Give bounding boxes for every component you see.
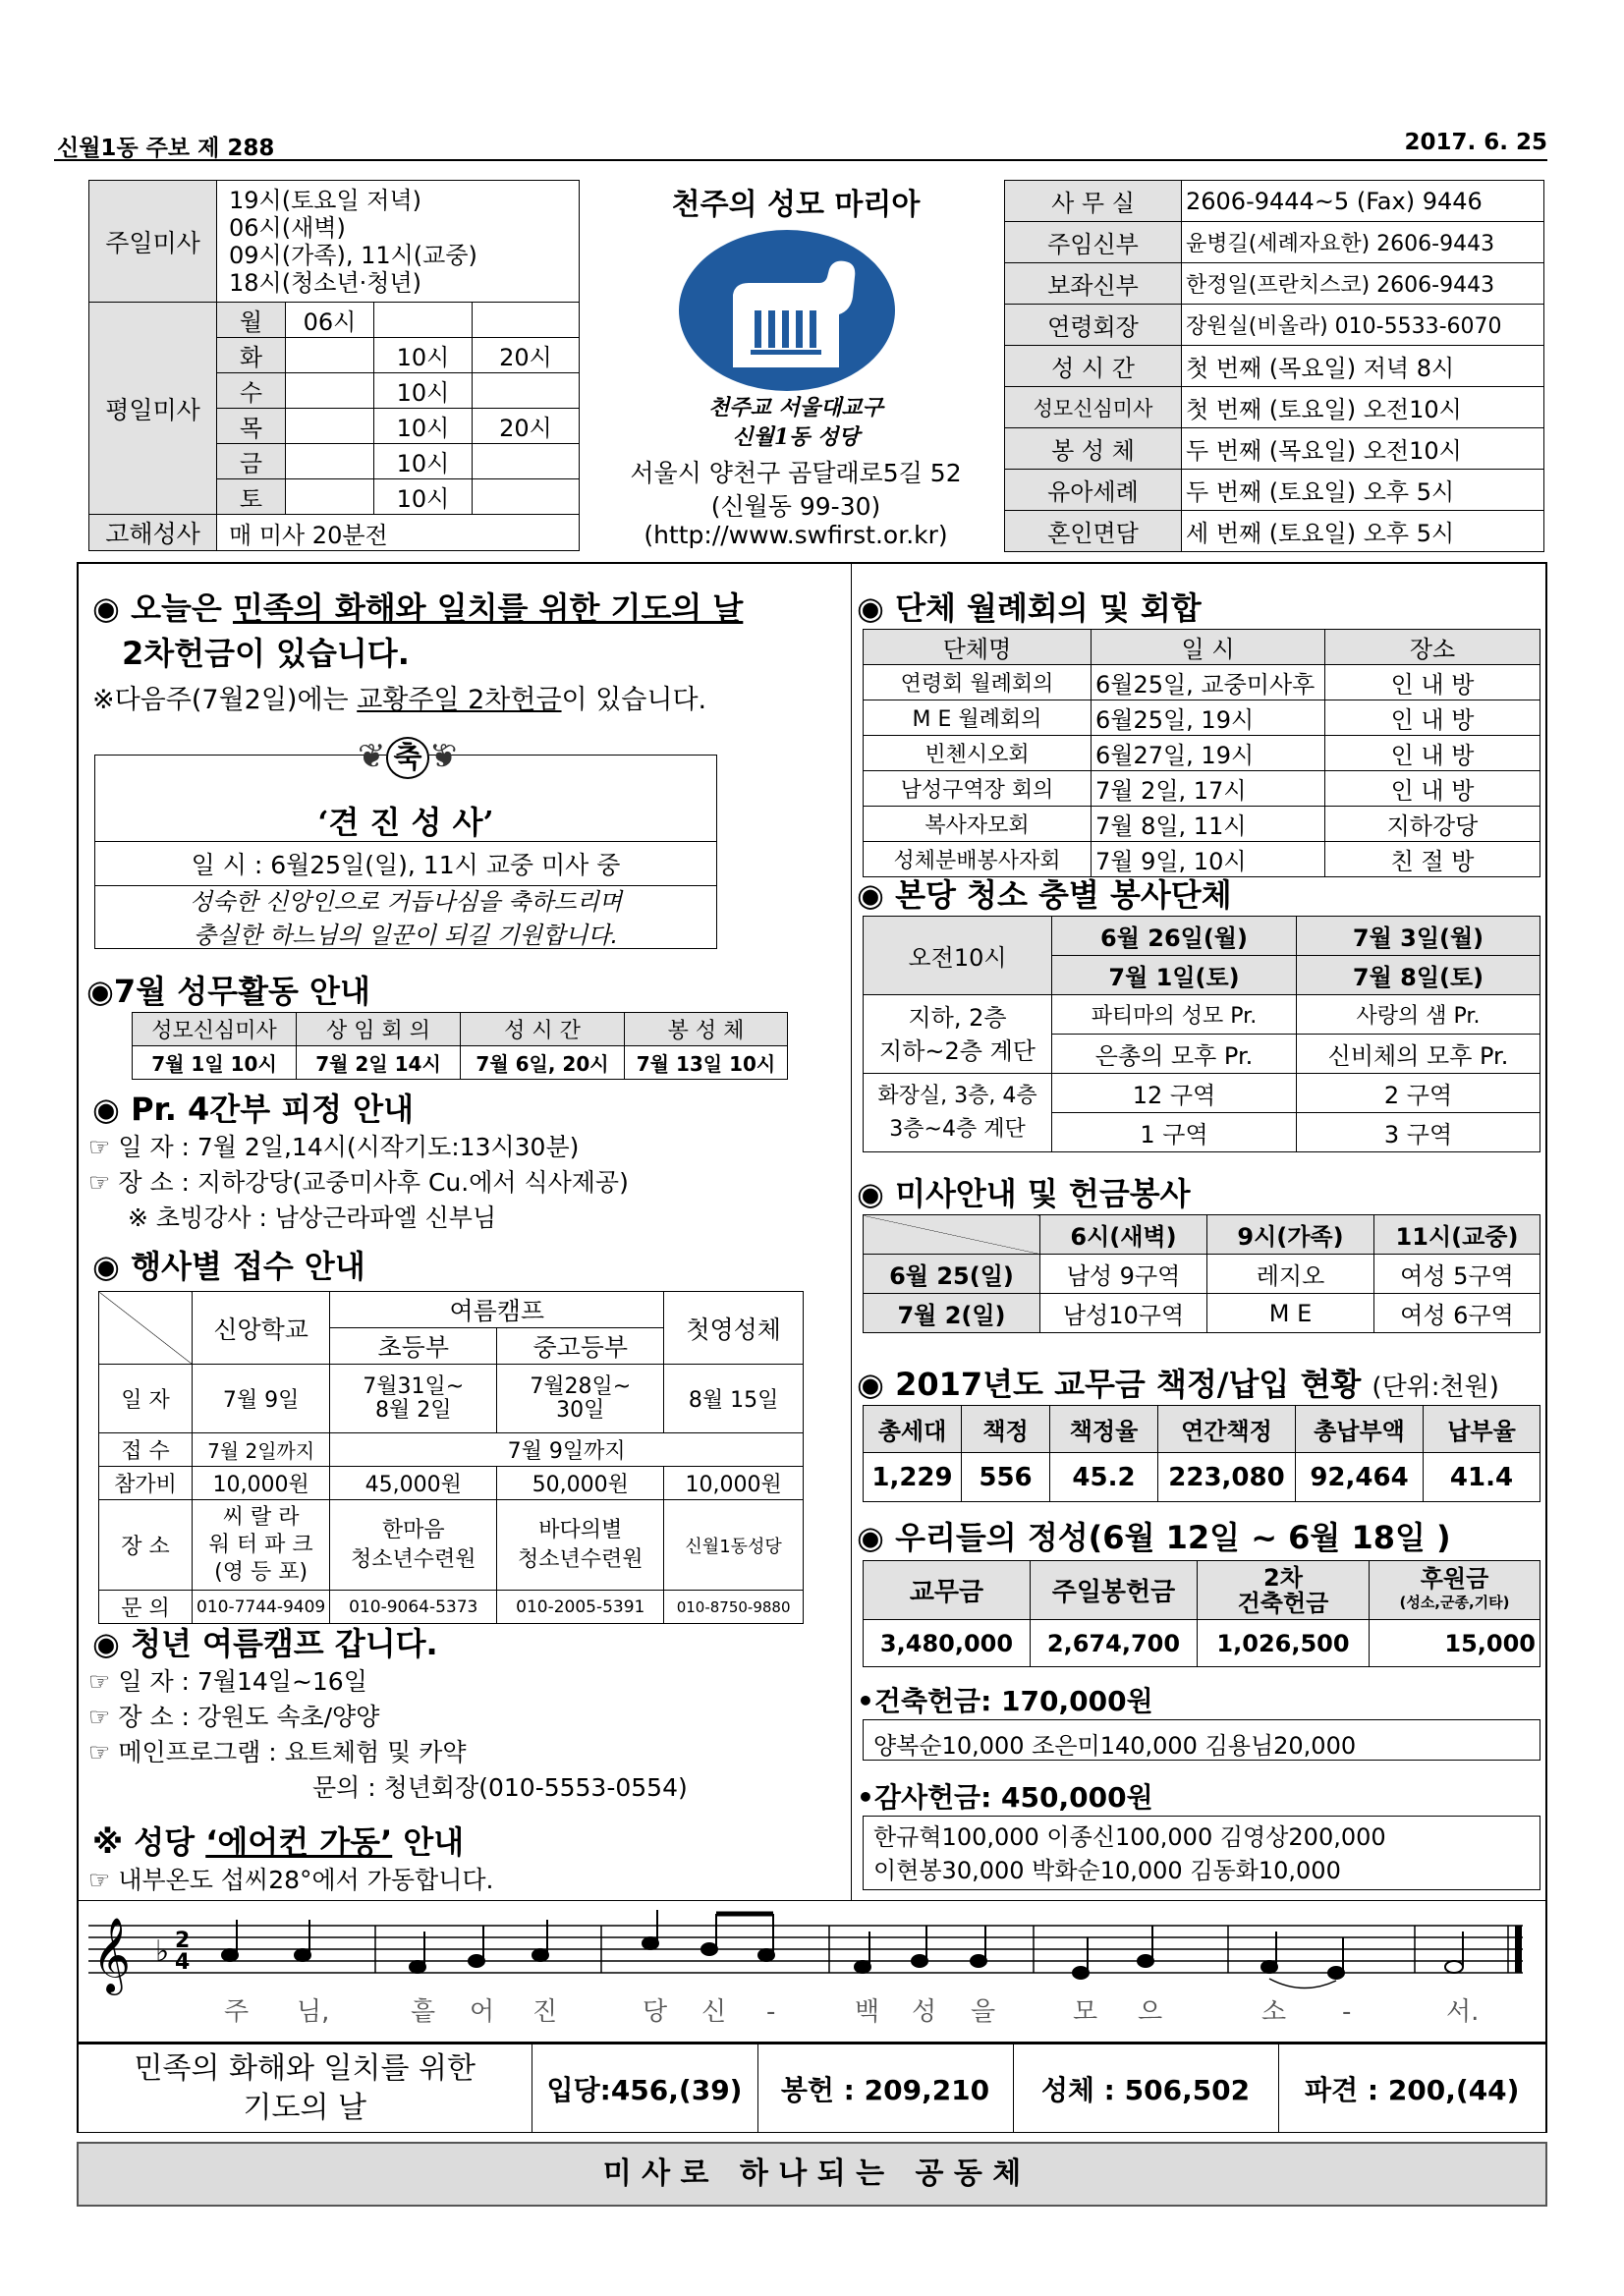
time-signature-bottom: 4 bbox=[175, 1950, 191, 1975]
cleaning-group: 2 구역 bbox=[1297, 1074, 1540, 1113]
weekday-time: 20시 bbox=[473, 338, 580, 373]
lyric-syllable: 모 bbox=[1073, 1997, 1098, 2027]
notice-line-2: 2차헌금이 있습니다. bbox=[122, 635, 410, 672]
notice-line-1: ◉ 오늘은 민족의 화해와 일치를 위한 기도의 날 bbox=[92, 589, 744, 627]
cleaning-title: ◉ 본당 청소 충별 봉사단체 bbox=[857, 876, 1232, 914]
cleaning-date: 7월 8일(토) bbox=[1297, 956, 1540, 995]
meeting-group: 복사자모회 bbox=[864, 807, 1092, 842]
footer-stats bbox=[77, 2044, 1547, 2133]
weekday-time bbox=[473, 303, 580, 338]
badge-label: 축 bbox=[386, 737, 430, 779]
header-rule bbox=[54, 159, 1547, 161]
lyric-syllable: 흩 bbox=[411, 1997, 436, 2027]
events-col-header: 신앙학교 bbox=[193, 1292, 330, 1365]
events-table bbox=[98, 1291, 804, 1624]
weekday-day: 화 bbox=[217, 338, 286, 373]
youth-camp-contact: 문의 : 청년회장(010-5553-0554) bbox=[312, 1773, 688, 1802]
sunday-mass-line: 18시(청소년·청년) bbox=[229, 268, 421, 297]
meetings-header: 일 시 bbox=[1092, 630, 1325, 665]
sunday-mass-line: 09시(가족), 11시(교중) bbox=[229, 241, 477, 269]
meeting-time: 6월25일, 교중미사후 bbox=[1092, 665, 1325, 700]
weekday-day: 월 bbox=[217, 303, 286, 338]
weekday-time bbox=[286, 338, 374, 373]
events-cell: 010-8750-9880 bbox=[664, 1591, 804, 1624]
offering-value: 1,026,500 bbox=[1198, 1620, 1370, 1667]
lyric-syllable: - bbox=[1342, 1997, 1352, 2027]
calligraphy-line: 신월1동 성당 bbox=[732, 424, 860, 450]
contact-label: 주임신부 bbox=[1005, 222, 1182, 263]
meeting-place: 지하강당 bbox=[1325, 807, 1540, 842]
events-row-label: 장 소 bbox=[99, 1500, 193, 1591]
laurel-badge bbox=[344, 733, 472, 776]
july-activities-title: ◉7월 성무활동 안내 bbox=[86, 973, 370, 1010]
weekday-day: 금 bbox=[217, 444, 286, 479]
weekday-time: 10시 bbox=[374, 444, 473, 479]
meeting-group: 남성구역장 회의 bbox=[864, 771, 1092, 807]
events-title: ◉ 행사별 접수 안내 bbox=[92, 1248, 365, 1285]
events-row-label: 문 의 bbox=[99, 1591, 193, 1624]
confession-label: 고해성사 bbox=[89, 515, 217, 551]
contact-value: 세 번째 (토요일) 오후 5시 bbox=[1182, 511, 1544, 552]
thanks-offering-donors bbox=[863, 1816, 1540, 1890]
confirmation-message: 충실한 하느님의 일꾼이 되길 기원합니다. bbox=[193, 922, 619, 949]
meeting-time: 7월 2일, 17시 bbox=[1092, 771, 1325, 807]
events-cell: 8월 15일 bbox=[664, 1365, 804, 1433]
events-cell: 청소년수련원 bbox=[350, 1546, 476, 1572]
meeting-time: 7월 8일, 11시 bbox=[1092, 807, 1325, 842]
meeting-place: 인 내 방 bbox=[1325, 700, 1540, 736]
events-cell: 10,000원 bbox=[664, 1467, 804, 1500]
weekday-time bbox=[286, 373, 374, 409]
events-cell: 010-9064-5373 bbox=[330, 1591, 497, 1624]
weekday-time: 20시 bbox=[473, 409, 580, 444]
tithe-value: 1,229 bbox=[864, 1453, 962, 1502]
weekday-time bbox=[473, 444, 580, 479]
meeting-place: 인 내 방 bbox=[1325, 771, 1540, 807]
contact-label: 성 시 간 bbox=[1005, 346, 1182, 387]
cleaning-date: 7월 1일(토) bbox=[1052, 956, 1297, 995]
contact-label: 사 무 실 bbox=[1005, 181, 1182, 222]
tithe-header: 책정율 bbox=[1050, 1406, 1158, 1453]
notice-line-3: ※다음주(7월2일)에는 교황주일 2차헌금이 있습니다. bbox=[92, 685, 707, 715]
events-cell: 워 터 파 크 bbox=[208, 1532, 313, 1557]
weekday-time bbox=[286, 409, 374, 444]
diagonal-cell bbox=[864, 1215, 1040, 1255]
mass-guide-cell: 남성10구역 bbox=[1040, 1294, 1207, 1333]
thanks-offering-title: •감사헌금: 450,000원 bbox=[857, 1781, 1153, 1814]
contact-label: 봉 성 체 bbox=[1005, 428, 1182, 470]
activity-date: 7월 6일, 20시 bbox=[461, 1046, 625, 1080]
lyric-syllable: 소 bbox=[1261, 1997, 1287, 2027]
tithe-header: 총납부액 bbox=[1296, 1406, 1424, 1453]
confirmation-title: ‘견 진 성 사’ bbox=[317, 804, 494, 841]
contacts-table bbox=[1004, 180, 1544, 552]
mass-guide-header: 11시(교중) bbox=[1374, 1215, 1540, 1255]
cleaning-table bbox=[863, 916, 1540, 1152]
events-cell: 50,000원 bbox=[497, 1467, 664, 1500]
contact-value: 장원실(비올라) 010-5533-6070 bbox=[1182, 305, 1544, 346]
events-row-label: 일 자 bbox=[99, 1365, 193, 1433]
offering-header: 주일봉헌금 bbox=[1031, 1561, 1198, 1620]
column-divider bbox=[851, 564, 852, 1900]
sunday-mass-label: 주일미사 bbox=[89, 181, 217, 303]
events-cell: 7월 9일까지 bbox=[330, 1433, 804, 1467]
tithe-table bbox=[863, 1405, 1540, 1502]
weekday-day: 수 bbox=[217, 373, 286, 409]
lyric-syllable: 당 bbox=[643, 1997, 668, 2027]
building-fund-title: •건축헌금: 170,000원 bbox=[857, 1685, 1153, 1717]
cleaning-group: 파티마의 성모 Pr. bbox=[1052, 995, 1297, 1035]
offering-value: 2,674,700 bbox=[1031, 1620, 1198, 1667]
tithe-value: 556 bbox=[962, 1453, 1050, 1502]
treble-clef-icon: 𝄞 bbox=[92, 1917, 132, 1992]
aircon-title: ※ 성당 ‘에어컨 가동’ 안내 bbox=[92, 1823, 465, 1861]
cleaning-group: 은총의 모후 Pr. bbox=[1052, 1035, 1297, 1074]
tithe-header: 납부율 bbox=[1424, 1406, 1540, 1453]
cleaning-area: 화장실, 3층, 4층 bbox=[877, 1083, 1037, 1108]
contact-value: 첫 번째 (토요일) 오전10시 bbox=[1182, 387, 1544, 428]
confession-time: 매 미사 20분전 bbox=[217, 515, 580, 551]
offering-value: 3,480,000 bbox=[864, 1620, 1031, 1667]
weekday-time bbox=[473, 373, 580, 409]
parish-website-link[interactable]: (http://www.swfirst.or.kr) bbox=[644, 521, 948, 549]
contact-label: 보좌신부 bbox=[1005, 263, 1182, 305]
events-cell: 7월 2일까지 bbox=[193, 1433, 330, 1467]
youth-camp-place: ☞ 장 소 : 강원도 속초/양양 bbox=[88, 1703, 380, 1731]
weekday-time: 10시 bbox=[374, 373, 473, 409]
activity-header: 성모신심미사 bbox=[133, 1013, 297, 1046]
lyric-syllable: 어 bbox=[470, 1997, 495, 2027]
pr-retreat-place: ☞ 장 소 : 지하강당(교중미사후 Cu.에서 식사제공) bbox=[88, 1168, 629, 1197]
contact-value: 2606-9444~5 (Fax) 9446 bbox=[1182, 181, 1544, 222]
time-signature-top: 2 bbox=[175, 1929, 191, 1953]
tithe-header: 총세대 bbox=[864, 1406, 962, 1453]
cleaning-group: 12 구역 bbox=[1052, 1074, 1297, 1113]
weekday-time: 10시 bbox=[374, 479, 473, 515]
contact-value: 첫 번째 (목요일) 저녁 8시 bbox=[1182, 346, 1544, 387]
offering-amount: 봉헌 : 209,210 bbox=[757, 2044, 1013, 2133]
dismissal-count: 파견 : 200,(44) bbox=[1278, 2044, 1546, 2133]
activity-date: 7월 1일 10시 bbox=[133, 1046, 297, 1080]
lyric-syllable: 백 bbox=[855, 1997, 880, 2027]
parish-motto: 미 사 로 하 나 되 는 공 동 체 bbox=[77, 2142, 1547, 2207]
building-fund-donors: 양복순10,000 조은미140,000 김용님20,000 bbox=[863, 1719, 1540, 1761]
cleaning-group: 사랑의 샘 Pr. bbox=[1297, 995, 1540, 1035]
parish-logo bbox=[676, 228, 898, 393]
contact-value: 한정일(프란치스코) 2606-9443 bbox=[1182, 263, 1544, 305]
cleaning-area: 지하~2층 계단 bbox=[879, 1036, 1036, 1065]
activity-header: 봉 성 체 bbox=[625, 1013, 788, 1046]
meeting-time: 6월27일, 19시 bbox=[1092, 736, 1325, 771]
music-notes bbox=[222, 1910, 1463, 1979]
meetings-table bbox=[863, 629, 1540, 877]
events-cell: 45,000원 bbox=[330, 1467, 497, 1500]
aircon-info: ☞ 내부온도 섭씨28°에서 가동합니다. bbox=[88, 1866, 494, 1894]
offering-header: 2차 bbox=[1263, 1563, 1303, 1592]
mass-guide-cell: 레지오 bbox=[1207, 1255, 1374, 1294]
events-cell: 10,000원 bbox=[193, 1467, 330, 1500]
meeting-group: 빈첸시오회 bbox=[864, 736, 1092, 771]
tithe-value: 41.4 bbox=[1424, 1453, 1540, 1502]
mass-guide-cell: 여성 6구역 bbox=[1374, 1294, 1540, 1333]
events-col-header: 초등부 bbox=[330, 1328, 497, 1365]
music-staff bbox=[79, 1906, 1545, 2044]
youth-camp-title: ◉ 청년 여름캠프 갑니다. bbox=[92, 1625, 438, 1662]
confirmation-date: 일 시 : 6월25일(일), 11시 교중 미사 중 bbox=[94, 841, 717, 886]
youth-camp-date: ☞ 일 자 : 7월14일~16일 bbox=[88, 1667, 367, 1696]
tithe-header: 연간책정 bbox=[1158, 1406, 1296, 1453]
weekday-day: 토 bbox=[217, 479, 286, 515]
mass-guide-cell: M E bbox=[1207, 1294, 1374, 1333]
pr-retreat-lecturer: ※ 초빙강사 : 남상근라파엘 신부님 bbox=[128, 1204, 497, 1232]
lyrics bbox=[224, 1997, 1479, 2027]
contact-label: 유아세례 bbox=[1005, 470, 1182, 511]
weekday-time: 10시 bbox=[374, 338, 473, 373]
july-activities-table bbox=[132, 1012, 788, 1080]
activity-date: 7월 13일 10시 bbox=[625, 1046, 788, 1080]
events-cell: 010-2005-5391 bbox=[497, 1591, 664, 1624]
contact-value: 두 번째 (목요일) 오전10시 bbox=[1182, 428, 1544, 470]
weekday-time bbox=[473, 479, 580, 515]
prayer-day-label: 기도의 날 bbox=[243, 2090, 366, 2125]
donor-line: 이현봉30,000 박화순10,000 김동화10,000 bbox=[873, 1857, 1341, 1884]
events-row-label: 접 수 bbox=[99, 1433, 193, 1467]
offering-header: (성소,군종,기타) bbox=[1399, 1593, 1510, 1611]
lyric-syllable: 을 bbox=[971, 1997, 996, 2027]
activity-header: 상 임 회 의 bbox=[297, 1013, 461, 1046]
cleaning-group: 3 구역 bbox=[1297, 1113, 1540, 1152]
contact-label: 성모신심미사 bbox=[1005, 387, 1182, 428]
events-cell: 8월 2일 bbox=[375, 1397, 452, 1423]
meetings-header: 장소 bbox=[1325, 630, 1540, 665]
meeting-time: 7월 9일, 10시 bbox=[1092, 842, 1325, 877]
meeting-place: 인 내 방 bbox=[1325, 736, 1540, 771]
parish-address: 서울시 양천구 곰달래로5길 52 bbox=[630, 459, 962, 487]
lyric-syllable: 주 bbox=[224, 1997, 250, 2027]
meeting-group: 성체분배봉사자회 bbox=[864, 842, 1092, 877]
laurel-left-icon: ❦ bbox=[358, 737, 386, 776]
lyric-syllable: 서. bbox=[1446, 1997, 1480, 2027]
events-cell: 7월31일~ bbox=[363, 1373, 465, 1399]
mass-guide-table bbox=[863, 1214, 1540, 1333]
tithe-header: 책정 bbox=[962, 1406, 1050, 1453]
contact-label: 혼인면담 bbox=[1005, 511, 1182, 552]
mass-guide-cell: 여성 5구역 bbox=[1374, 1255, 1540, 1294]
meeting-group: M E 월례회의 bbox=[864, 700, 1092, 736]
cleaning-group: 1 구역 bbox=[1052, 1113, 1297, 1152]
entrance-count: 입당:456,(39) bbox=[532, 2044, 757, 2133]
mass-guide-date: 7월 2(일) bbox=[864, 1294, 1040, 1333]
cleaning-area: 지하, 2층 bbox=[908, 1003, 1007, 1032]
lyric-syllable: 성 bbox=[912, 1997, 937, 2027]
events-row-label: 참가비 bbox=[99, 1467, 193, 1500]
music-divider bbox=[77, 1900, 1547, 1901]
weekday-mass-label: 평일미사 bbox=[89, 303, 217, 515]
lyric-syllable: - bbox=[766, 1997, 776, 2027]
pr-retreat-title: ◉ Pr. 4간부 피정 안내 bbox=[92, 1091, 415, 1128]
events-cell: 한마음 bbox=[381, 1517, 445, 1542]
sunday-mass-line: 19시(토요일 저녁) bbox=[229, 186, 421, 214]
mass-guide-date: 6월 25(일) bbox=[864, 1255, 1040, 1294]
weekday-day: 목 bbox=[217, 409, 286, 444]
prayer-day-label: 민족의 화해와 일치를 위한 bbox=[134, 2050, 476, 2086]
offering-header: 후원금 bbox=[1420, 1564, 1489, 1593]
lyric-syllable: 님, bbox=[297, 1997, 330, 2027]
donor-line: 한규혁100,000 이종신100,000 김영상200,000 bbox=[873, 1823, 1386, 1851]
weekday-time bbox=[286, 479, 374, 515]
meetings-title: ◉ 단체 월례회의 및 회합 bbox=[857, 589, 1202, 627]
events-col-header: 여름캠프 bbox=[330, 1292, 664, 1328]
weekday-time: 10시 bbox=[374, 409, 473, 444]
activity-date: 7월 2일 14시 bbox=[297, 1046, 461, 1080]
communion-count: 성체 : 506,502 bbox=[1013, 2044, 1278, 2133]
offering-header: 교무금 bbox=[864, 1561, 1031, 1620]
flat-sign-icon: ♭ bbox=[155, 1934, 170, 1969]
tithe-value: 92,464 bbox=[1296, 1453, 1424, 1502]
events-col-header: 첫영성체 bbox=[664, 1292, 804, 1365]
meetings-header: 단체명 bbox=[864, 630, 1092, 665]
cleaning-time: 오전10시 bbox=[864, 917, 1052, 995]
parish-dong: (신월동 99-30) bbox=[710, 492, 881, 521]
mass-times-table bbox=[88, 180, 580, 551]
tithe-value: 223,080 bbox=[1158, 1453, 1296, 1502]
cleaning-date: 6월 26일(월) bbox=[1052, 917, 1297, 956]
meeting-place: 인 내 방 bbox=[1325, 665, 1540, 700]
confirmation-message: 성숙한 신앙인으로 거듭나심을 축하드리며 bbox=[189, 888, 623, 916]
weekday-time bbox=[286, 444, 374, 479]
bulletin-date: 2017. 6. 25 bbox=[1404, 130, 1547, 155]
events-cell: 바다의별 bbox=[538, 1517, 623, 1542]
offering-title: ◉ 우리들의 정성(6월 12일 ~ 6월 18일 ) bbox=[857, 1519, 1451, 1556]
bulletin-number: 신월1동 주보 제 288 bbox=[57, 136, 275, 161]
weekday-time: 06시 bbox=[286, 303, 374, 338]
mass-guide-header: 9시(가족) bbox=[1207, 1215, 1374, 1255]
meeting-group: 연령회 월례회의 bbox=[864, 665, 1092, 700]
calligraphy-line: 천주교 서울대교구 bbox=[708, 395, 883, 420]
mass-guide-header: 6시(새벽) bbox=[1040, 1215, 1207, 1255]
laurel-right-icon: ❦ bbox=[429, 737, 458, 776]
bullet-icon: ◉ bbox=[92, 589, 120, 627]
events-cell: 7월 9일 bbox=[193, 1365, 330, 1433]
events-cell: 30일 bbox=[556, 1397, 605, 1423]
offering-table bbox=[863, 1560, 1540, 1667]
mass-guide-cell: 남성 9구역 bbox=[1040, 1255, 1207, 1294]
cleaning-area: 3층~4층 계단 bbox=[889, 1116, 1026, 1142]
events-cell: 청소년수련원 bbox=[517, 1546, 644, 1572]
weekday-time bbox=[374, 303, 473, 338]
events-cell: 7월28일~ bbox=[530, 1373, 632, 1399]
offering-header: 건축헌금 bbox=[1237, 1589, 1329, 1617]
tithe-title: ◉ 2017년도 교무금 책정/납입 현황 (단위:천원) bbox=[857, 1366, 1499, 1403]
cleaning-group: 신비체의 모후 Pr. bbox=[1297, 1035, 1540, 1074]
contact-value: 두 번째 (토요일) 오후 5시 bbox=[1182, 470, 1544, 511]
meeting-time: 6월25일, 19시 bbox=[1092, 700, 1325, 736]
events-cell: 신월1동성당 bbox=[664, 1500, 804, 1591]
youth-camp-program: ☞ 메인프로그램 : 요트체험 및 카약 bbox=[88, 1738, 467, 1766]
events-cell: (영 등 포) bbox=[214, 1559, 308, 1585]
tithe-value: 45.2 bbox=[1050, 1453, 1158, 1502]
parish-patron: 천주의 성모 마리아 bbox=[671, 188, 921, 222]
lyric-syllable: 신 bbox=[701, 1997, 727, 2027]
lyric-syllable: 으 bbox=[1138, 1997, 1163, 2027]
pr-retreat-date: ☞ 일 자 : 7월 2일,14시(시작기도:13시30분) bbox=[88, 1133, 580, 1161]
events-cell: 010-7744-9409 bbox=[193, 1591, 330, 1624]
lyric-syllable: 진 bbox=[532, 1997, 558, 2027]
contact-value: 윤병길(세례자요한) 2606-9443 bbox=[1182, 222, 1544, 263]
cleaning-date: 7월 3일(월) bbox=[1297, 917, 1540, 956]
mass-guide-title: ◉ 미사안내 및 헌금봉사 bbox=[857, 1175, 1191, 1212]
contact-label: 연령회장 bbox=[1005, 305, 1182, 346]
meeting-place: 친 절 방 bbox=[1325, 842, 1540, 877]
offering-value: 15,000 bbox=[1370, 1620, 1540, 1667]
diagonal-cell bbox=[99, 1292, 193, 1365]
events-cell: 씨 랄 라 bbox=[222, 1504, 300, 1530]
events-col-header: 중고등부 bbox=[497, 1328, 664, 1365]
activity-header: 성 시 간 bbox=[461, 1013, 625, 1046]
sunday-mass-line: 06시(새벽) bbox=[229, 213, 346, 242]
